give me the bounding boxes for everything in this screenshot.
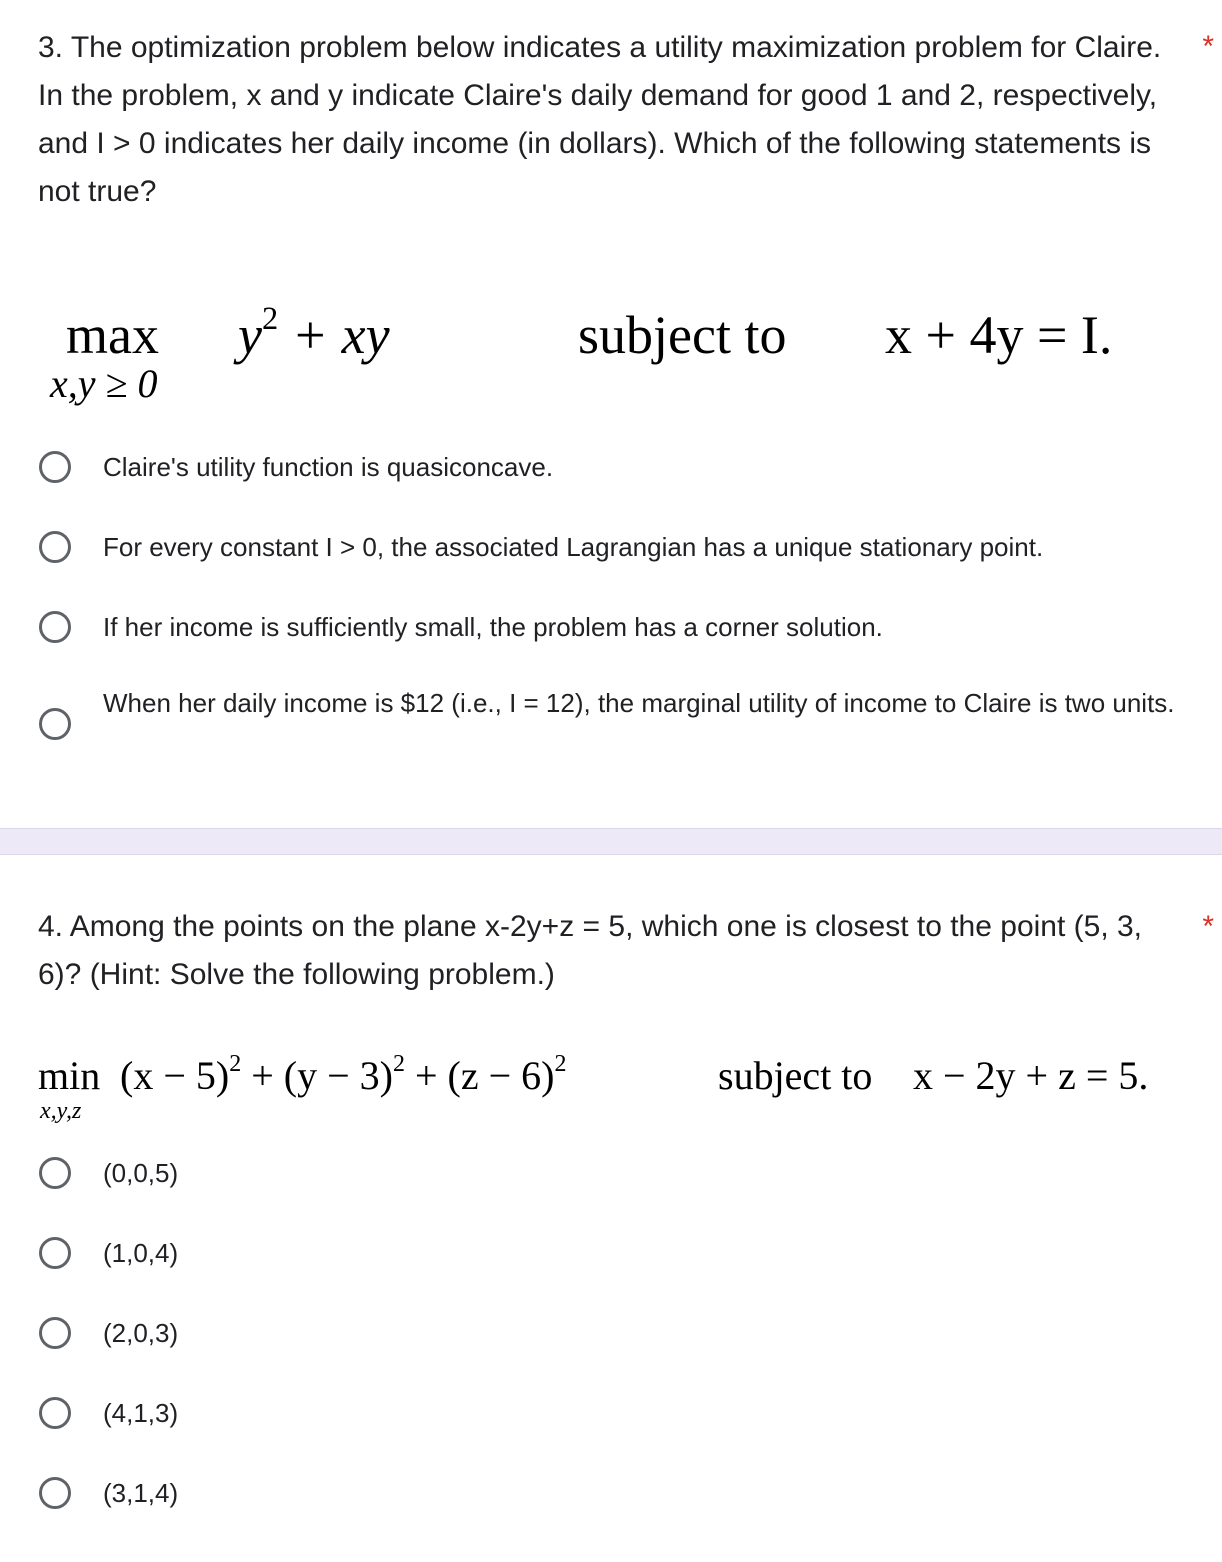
radio-button[interactable] [39, 1317, 71, 1349]
radio-button[interactable] [39, 451, 71, 483]
q4-term-2: + (y − 3) [251, 1053, 393, 1098]
question-4-title: 4. Among the points on the plane x-2y+z = 5, which one is closest to the point (5, 3, 6)? (Hint: Solve the following problem.) [38, 910, 1143, 991]
option-label: (0,0,5) [103, 1158, 179, 1188]
q4-math-objective [120, 1052, 566, 1106]
q3-constraint: x + 4y = I. [885, 305, 1113, 365]
option-label: (1,0,4) [103, 1238, 179, 1268]
radio-button[interactable] [39, 1397, 71, 1429]
radio-button[interactable] [39, 611, 71, 643]
required-asterisk: * [1202, 30, 1214, 63]
question-4-card [0, 855, 1222, 1562]
option-label: (4,1,3) [103, 1398, 179, 1428]
q4-math-operator: min [38, 1053, 101, 1098]
q4-exponent-3: 2 [554, 1051, 567, 1077]
q4-exponent-2: 2 [392, 1051, 405, 1077]
required-asterisk: * [1202, 910, 1214, 943]
option-label: Claire's utility function is quasiconcave. [103, 452, 554, 482]
radio-button[interactable] [39, 1237, 71, 1269]
option-label: (2,0,3) [103, 1318, 179, 1348]
q3-objective-base: y [238, 305, 262, 365]
option-label: (3,1,4) [103, 1478, 179, 1508]
radio-button[interactable] [39, 1157, 71, 1189]
radio-button[interactable] [39, 1477, 71, 1509]
q3-math-operator: max [66, 305, 159, 365]
q3-math-objective [238, 300, 390, 373]
q4-math-domain: x,y,z [40, 1098, 82, 1124]
section-divider [0, 828, 1222, 855]
radio-button[interactable] [39, 708, 71, 740]
question-3-title: 3. The optimization problem below indicates a utility maximization problem for Claire. In the problem, x and y indicate Claire's daily demand for good 1 and 2, respectively, and I > 0 indicates her daily income (in dollars). Which of the following statements is not true? [38, 31, 1162, 208]
option-label: For every constant I > 0, the associated Lagrangian has a unique stationary point. [103, 532, 1044, 562]
q3-math-domain: x,y ≥ 0 [50, 361, 158, 406]
q4-term-1: (x − 5) [120, 1053, 230, 1098]
radio-button[interactable] [39, 531, 71, 563]
q4-term-3: + (z − 6) [414, 1053, 555, 1098]
q4-exponent-1: 2 [229, 1051, 242, 1077]
q3-objective-rest: + xy [291, 305, 390, 365]
q4-constraint: x − 2y + z = 5. [913, 1053, 1149, 1098]
q3-objective-exponent: 2 [261, 300, 279, 337]
q3-subject-to: subject to [578, 305, 787, 365]
q4-subject-to: subject to [718, 1053, 873, 1098]
option-label: When her daily income is $12 (i.e., I = 12), the marginal utility of income to Claire is two units. [103, 688, 1175, 718]
option-label: If her income is sufficiently small, the problem has a corner solution. [103, 612, 883, 642]
